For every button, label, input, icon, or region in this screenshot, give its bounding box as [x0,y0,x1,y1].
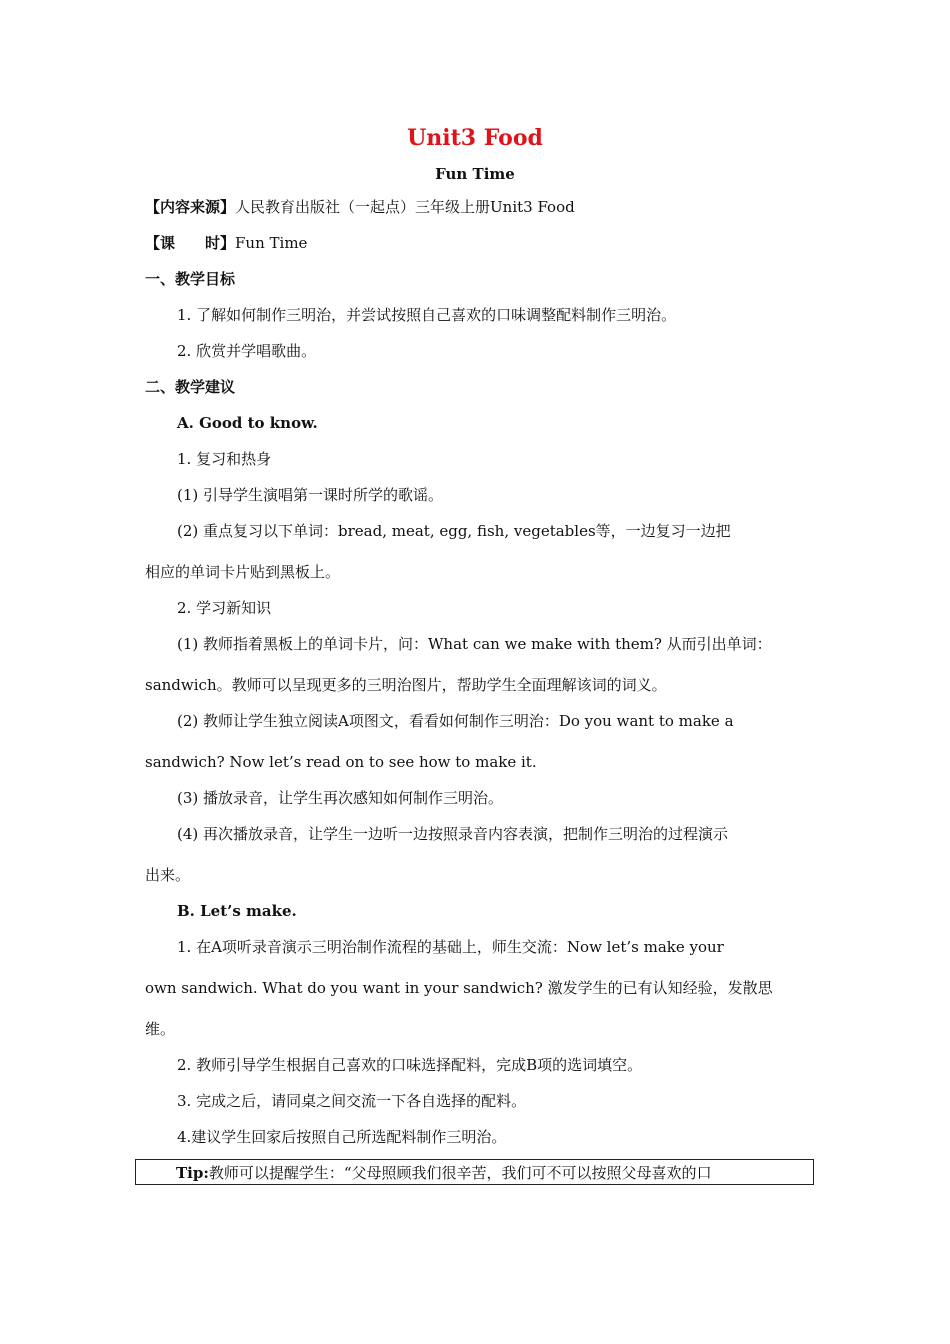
step-item-continued: own sandwich. What do you want in your sandwich? 激发学生的已有认知经验，发散思 [145,979,773,997]
step-item-continued: sandwich。教师可以呈现更多的三明治图片，帮助学生全面理解该词的词义。 [145,676,667,694]
step-item: (3) 播放录音，让学生再次感知如何制作三明治。 [177,789,504,807]
part-a-heading: A. Good to know. [177,414,318,432]
objective-item: 2. 欣赏并学唱歌曲。 [177,342,317,360]
objective-item: 1. 了解如何制作三明治，并尝试按照自己喜欢的口味调整配料制作三明治。 [177,306,677,324]
source-text: 人民教育出版社（一起点）三年级上册Unit3 Food [235,198,575,216]
step-title: 1. 复习和热身 [177,450,272,468]
step-item: 1. 在A项听录音演示三明治制作流程的基础上，师生交流：Now let’s make your [177,938,724,956]
section1-heading: 一、教学目标 [145,270,236,288]
step-item: (2) 教师让学生独立阅读A项图文，看看如何制作三明治：Do you want to make a [177,712,734,730]
step-item: (4) 再次播放录音，让学生一边听一边按照录音内容表演，把制作三明治的过程演示 [177,825,729,843]
step-item-continued: 维。 [145,1020,176,1038]
step-item-continued: sandwich? Now let’s read on to see how to make it. [145,753,537,771]
step-title: 2. 学习新知识 [177,599,272,617]
step-item: (1) 引导学生演唱第一课时所学的歌谣。 [177,486,444,504]
page-subtitle: Fun Time [435,165,515,183]
part-b-heading: B. Let’s make. [177,902,297,920]
tip-line [176,1163,712,1183]
step-item: (2) 重点复习以下单词：bread, meat, egg, fish, vegetables等，一边复习一边把 [177,522,731,540]
source-label: 【内容来源】 [145,198,236,216]
page-title: Unit3 Food [407,125,543,151]
section2-heading: 二、教学建议 [145,378,236,396]
source-line [145,197,575,217]
tip-label: Tip: [176,1164,209,1182]
period-line [145,233,307,253]
period-label: 【课 时】 [145,234,236,252]
period-text: Fun Time [235,234,308,252]
step-item: 2. 教师引导学生根据自己喜欢的口味选择配料，完成B项的选词填空。 [177,1056,643,1074]
step-item-continued: 相应的单词卡片贴到黑板上。 [145,563,341,581]
step-item: 4.建议学生回家后按照自己所选配料制作三明治。 [177,1128,507,1146]
tip-text: 教师可以提醒学生：“父母照顾我们很辛苦，我们可不可以按照父母喜欢的口 [208,1164,712,1182]
step-item: (1) 教师指着黑板上的单词卡片，问：What can we make with them? 从而引出单词： [177,635,772,653]
step-item: 3. 完成之后，请同桌之间交流一下各自选择的配料。 [177,1092,527,1110]
tip-box [135,1159,814,1185]
step-item-continued: 出来。 [145,866,191,884]
